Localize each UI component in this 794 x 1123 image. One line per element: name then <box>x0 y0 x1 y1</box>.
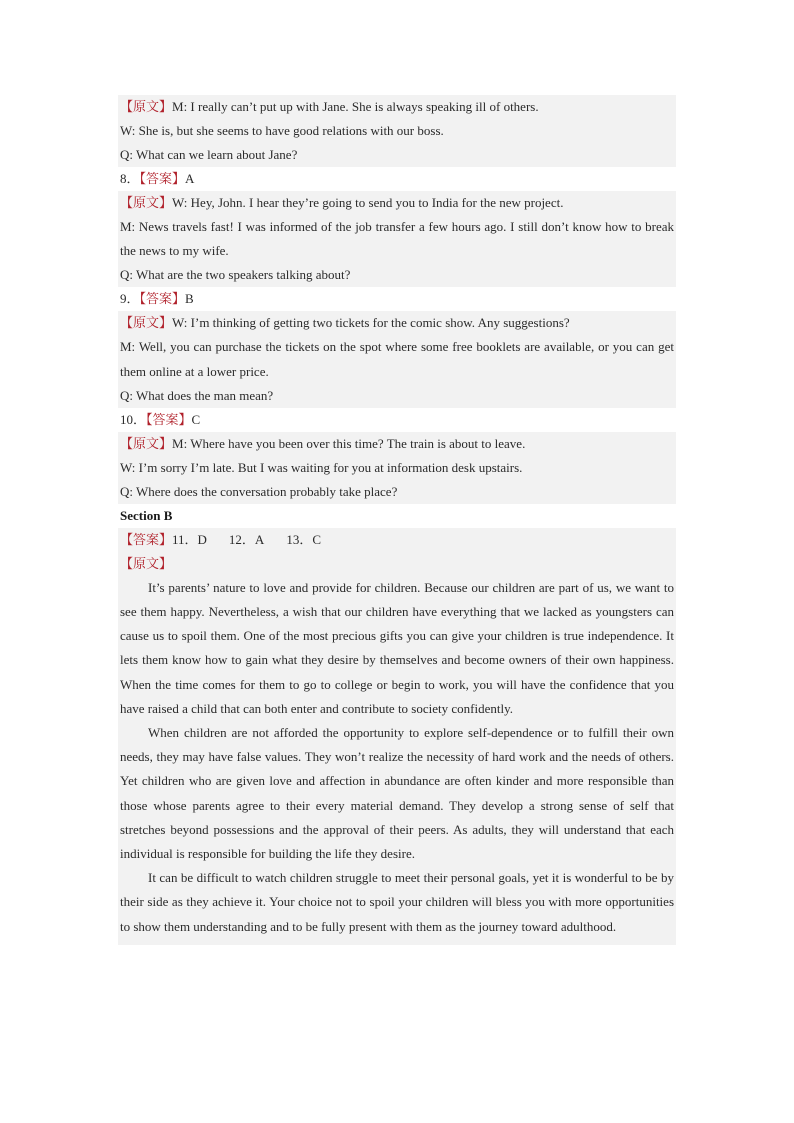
q10-transcript <box>118 432 676 504</box>
q7-line3: Q: What can we learn about Jane? <box>120 147 298 162</box>
q8-transcript <box>118 191 676 287</box>
document-body <box>118 95 676 945</box>
q8-number: 8． <box>120 171 140 186</box>
q7-line2: W: She is, but she seems to have good relations with our boss. <box>120 123 444 138</box>
section-b-answers <box>118 528 676 552</box>
yuanwen-tag: 【原文】 <box>120 555 173 571</box>
answer-tag: 【答案】 <box>120 531 173 547</box>
answer-12: 12．A <box>228 531 265 547</box>
q10-answer-value: C <box>191 411 201 427</box>
section-b-block <box>118 528 676 945</box>
q10-line1 <box>118 432 676 456</box>
yuanwen-tag: 【原文】 <box>120 99 173 114</box>
yuanwen-tag: 【原文】 <box>120 195 173 210</box>
q9-answer-value: B <box>185 291 194 307</box>
q9-transcript <box>118 311 676 407</box>
answer-tag: 【答案】 <box>139 291 186 307</box>
q10-line2: W: I’m sorry I’m late. But I was waiting for you at information desk upstairs. <box>120 459 523 475</box>
q8-line3: Q: What are the two speakers talking about? <box>120 267 351 283</box>
answer-11: 11．D <box>172 531 207 547</box>
answer-tag: 【答案】 <box>139 171 186 186</box>
q9-number: 9． <box>120 291 140 307</box>
q10-answer <box>118 408 676 432</box>
q7-line1-text: M: I really can’t put up with Jane. She is always speaking ill of others. <box>172 99 539 114</box>
q10-line3: Q: Where does the conversation probably take place? <box>120 483 398 499</box>
q9-line1 <box>118 311 676 335</box>
passage-paragraph-2: When children are not afforded the opportunity to explore self-dependence or to fulfill their own needs, they may have false values. They won’t realize the necessity of hard work and the needs of others. Yet children who are given love and affection in abundance are often kinder and more responsible than those whose parents agree to their every material demand. They develop a strong sense of self that stretches beyond possessions and the approval of their peers. As adults, they will understand that each individual is responsible for building the life they desire. <box>120 725 674 862</box>
section-b-heading: Section B <box>120 507 173 523</box>
q8-line1-text: W: Hey, John. I hear they’re going to send you to India for the new project. <box>172 195 564 210</box>
q9-line1-text: W: I’m thinking of getting two tickets for the comic show. Any suggestions? <box>172 315 570 331</box>
q10-number: 10． <box>120 411 147 427</box>
yuanwen-tag: 【原文】 <box>120 315 173 331</box>
yuanwen-tag: 【原文】 <box>120 435 173 451</box>
q7-line1 <box>118 95 676 119</box>
q8-answer <box>118 167 676 191</box>
q9-line3: Q: What does the man mean? <box>120 387 274 403</box>
q8-line2: M: News travels fast! I was informed of the job transfer a few hours ago. I still don’t know how to break the news to my wife. <box>120 219 674 259</box>
q9-line2: M: Well, you can purchase the tickets on the spot where some free booklets are available, or you can get them online at a lower price. <box>120 339 674 379</box>
answer-tag: 【答案】 <box>146 411 192 427</box>
section-b-yuanwen <box>118 552 676 576</box>
q8-answer-value: A <box>185 171 195 186</box>
passage-paragraph-1: It’s parents’ nature to love and provide for children. Because our children are part of us, we want to see them happy. Nevertheless, a wish that our children have everything that we lacked as youngsters can cause us to spoil them. One of the most precious gifts you can give your children is true independence. It lets them know how to gain what they desire by themselves and become owners of their own happiness. When the time comes for them to go to college or begin to work, you will have the confidence that you have raised a child that can both enter and contribute to society confidently. <box>120 579 674 716</box>
answer-13: 13．C <box>286 531 321 547</box>
passage-paragraph-3: It can be difficult to watch children struggle to meet their personal goals, yet it is wonderful to be by their side as they achieve it. Your choice not to spoil your children will bless you with more opportunities to show them understanding and to be fully present with them as the journey toward adulthood. <box>120 870 674 934</box>
q7-transcript <box>118 95 676 167</box>
q9-answer <box>118 287 676 311</box>
q10-line1-text: M: Where have you been over this time? The train is about to leave. <box>172 435 526 451</box>
q8-line1 <box>118 191 676 215</box>
